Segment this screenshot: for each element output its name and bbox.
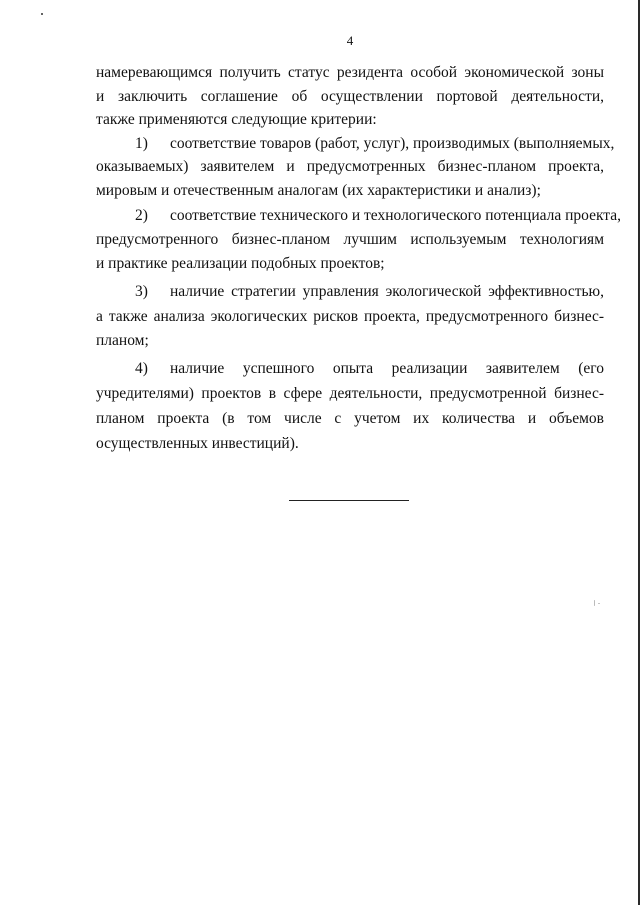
list-item-text: оказываемых) заявителем и предусмотренных бизнес-планом проекта, <box>96 158 604 175</box>
text-line: намеревающимся получить статус резидента особой экономической зоны <box>96 64 604 81</box>
list-item-text: предусмотренного бизнес-планом лучшим используемым технологиям <box>96 231 604 248</box>
list-item-number: 2) <box>135 207 148 224</box>
scan-speck <box>598 603 600 604</box>
text-line: также применяются следующие критерии: <box>96 111 377 128</box>
list-item-number: 4) <box>135 360 148 377</box>
list-item-text: мировым и отечественным аналогам (их характеристики и анализ); <box>96 182 541 199</box>
text-line: и заключить соглашение об осуществлении портовой деятельности, <box>96 88 604 105</box>
list-item-text: наличие успешного опыта реализации заявителем (его <box>170 360 604 377</box>
list-item-text: и практике реализации подобных проектов; <box>96 255 385 272</box>
list-item-text: планом; <box>96 332 149 349</box>
scan-speck <box>594 600 595 606</box>
separator-line <box>289 500 409 501</box>
list-item-text: наличие стратегии управления экологической эффективностью, <box>170 283 604 300</box>
list-item-text: соответствие товаров (работ, услуг), производимых (выполняемых, <box>170 135 615 152</box>
list-item-text: осуществленных инвестиций). <box>96 435 299 452</box>
page-number: 4 <box>346 33 354 48</box>
list-item-text: а также анализа экологических рисков проекта, предусмотренного бизнес- <box>96 308 604 325</box>
list-item-number: 1) <box>135 135 148 152</box>
list-item-text: учредителями) проектов в сфере деятельности, предусмотренной бизнес- <box>96 385 604 402</box>
list-item-text: планом проекта (в том числе с учетом их количества и объемов <box>96 410 604 427</box>
list-item-number: 3) <box>135 283 148 300</box>
list-item-text: соответствие технического и технологического потенциала проекта, <box>170 207 622 224</box>
scan-speck <box>41 13 43 15</box>
